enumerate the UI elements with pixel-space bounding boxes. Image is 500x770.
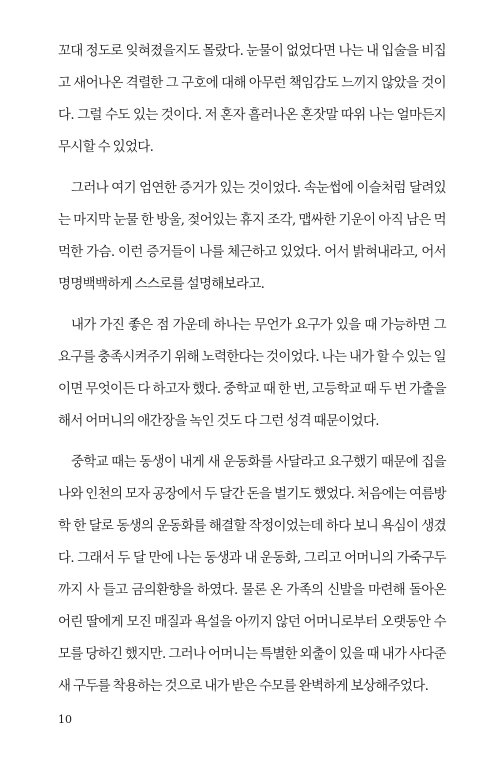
paragraph-3: 내가 가진 좋은 점 가운데 하나는 무언가 요구가 있을 때 가능하면 그 요구를 충족시켜주기 위해 노력한다는 것이었다. 나는 내가 할 수 있는 일이면 무엇이든 다 하고자 했다. 중학교 때 한 번, 고등학교 때 두 번 가출을 해서 어머니의 애간장을 녹인 것도 다 그런 성격 때문이었다.: [58, 318, 446, 429]
paragraph-1: 꼬대 정도로 잊혀졌을지도 몰랐다. 눈물이 없었다면 나는 내 입술을 비집고 새어나온 격렬한 그 구호에 대해 아무런 책임감도 느끼지 않았을 것이다. 그럴 수도 있는 것이다. 저 혼자 흘러나온 혼잣말 따위 나는 얼마든지 무시할 수 있었다.: [58, 44, 446, 155]
page-body: [58, 36, 446, 712]
paragraph-4: 중학교 때는 동생이 내게 새 운동화를 사달라고 요구했기 때문에 집을 나와 인천의 모자 공장에서 두 달간 돈을 벌기도 했었다. 처음에는 여름방학 한 달로 동생의 운동화를 해결할 작정이었는데 하다 보니 욕심이 생겼다. 그래서 두 달 만에 나는 동생과 내 운동화, 그리고 어머니의 가죽구두까지 사 들고 금의환향을 하였다. 물론 온 가족의 신발을 마련해 돌아온 어린 딸에게 모진 매질과 욕설을 아끼지 않던 어머니로부터 오랫동안 수모를 당하긴 했지만. 그러나 어머니는 특별한 외출이 있을 때 내가 사다준 새 구두를 착용하는 것으로 내가 받은 수모를 완벽하게 보상해주었다.: [58, 455, 446, 694]
paragraph-2: 그러나 여기 엄연한 증거가 있는 것이었다. 속눈썹에 이슬처럼 달려있는 마지막 눈물 한 방울, 젖어있는 휴지 조각, 맵싸한 기운이 아직 남은 먹먹한 가슴. 이런 증거들이 나를 체근하고 있었다. 어서 밝혀내라고, 어서 명명백백하게 스스로를 설명해보라고.: [58, 181, 446, 292]
page-number: 10: [58, 713, 72, 726]
